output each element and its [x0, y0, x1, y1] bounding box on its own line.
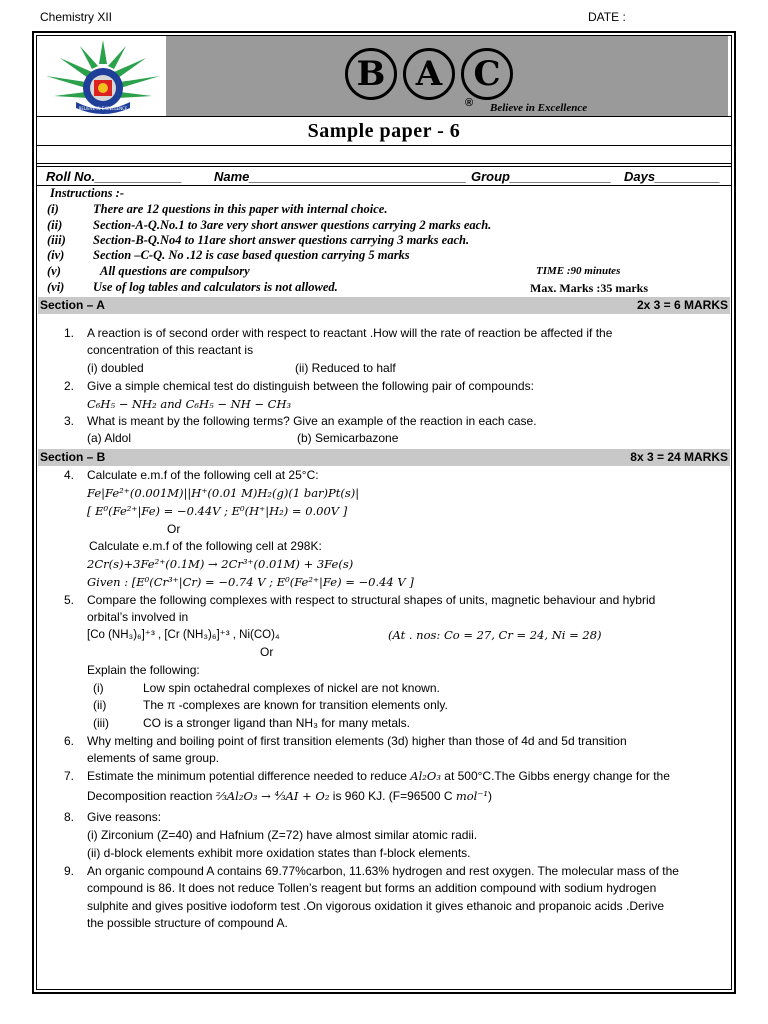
- question-number: 6.: [64, 734, 75, 748]
- section-a-title: Section – A: [40, 298, 105, 312]
- question-formula: C₆H₅ − NH₂ and C₆H₅ − NH − CH₃: [87, 397, 292, 411]
- registered-mark: ®: [465, 97, 474, 109]
- cell-notation: Fe|Fe²⁺(0.001M)||H⁺(0.01 M)H₂(g)(1 bar)Pt(s)|: [87, 486, 360, 500]
- question-option: (b) Semicarbazone: [297, 431, 399, 445]
- academy-logo: [40, 36, 166, 116]
- question-text: elements of same group.: [87, 751, 220, 765]
- or-label: Or: [167, 522, 181, 536]
- instruction-text: Use of log tables and calculators is not allowed.: [93, 280, 338, 294]
- instruction-text: Section-B-Q.No4 to 11are short answer questions carrying 3 marks each.: [93, 233, 470, 247]
- page-title: Sample paper - 6: [307, 120, 461, 142]
- question-number: 5.: [64, 593, 75, 607]
- brand-tagline: Believe in Excellence: [490, 102, 588, 114]
- sub-question-num: (iii): [93, 716, 109, 730]
- sub-question-text: The π -complexes are known for transition elements only.: [143, 698, 448, 712]
- title-row: [36, 116, 732, 146]
- section-b-bar: [38, 449, 730, 466]
- question-text: concentration of this reactant is: [87, 343, 254, 357]
- instructions-heading: Instructions :-: [50, 186, 124, 200]
- subject-label: Chemistry XII: [40, 10, 113, 24]
- question-text: the possible structure of compound A.: [87, 916, 288, 930]
- given-potentials: Given : [E⁰(Cr³⁺|Cr) = −0.74 V ; E⁰(Fe²⁺|Fe) = −0.44 V ]: [87, 575, 414, 589]
- instruction-num: (vi): [47, 280, 65, 294]
- question-text: Give reasons:: [87, 810, 162, 824]
- logo-motto: BELIEVE IN EXCELLENCE: [78, 106, 128, 111]
- section-a-marks: 2x 3 = 6 MARKS: [636, 298, 728, 312]
- cell-reaction: 2Cr(s)+3Fe²⁺(0.1M) → 2Cr³⁺(0.01M) + 3Fe(s): [87, 557, 354, 571]
- brand-letter-c: C: [461, 48, 513, 100]
- instruction-text: There are 12 questions in this paper with internal choice.: [93, 202, 388, 216]
- or-label: Or: [260, 645, 274, 659]
- blank-row: [36, 146, 732, 164]
- instruction-num: (v): [47, 264, 61, 278]
- question-text: Decomposition reaction ⅔Al₂O₃ → ⁴⁄₃AI + O₂ is 960 KJ. (F=96500 C mol⁻¹): [87, 789, 493, 803]
- instruction-text: All questions are compulsory: [100, 264, 250, 278]
- question-option: (ii) Reduced to half: [295, 361, 396, 375]
- question-number: 9.: [64, 864, 75, 878]
- roll-field: Roll No.____________: [46, 169, 182, 184]
- instruction-num: (iv): [47, 248, 65, 262]
- brand-letter-b: B: [345, 48, 397, 100]
- name-field: Name______________________________: [214, 169, 467, 184]
- section-b-title: Section – B: [40, 450, 106, 464]
- question-text: Estimate the minimum potential difference needed to reduce Al₂O₃ at 500°C.The Gibbs energy change for the: [87, 769, 670, 783]
- brand-letter-a: A: [403, 48, 455, 100]
- question-number: 8.: [64, 810, 75, 824]
- days-field: Days_________: [624, 169, 721, 184]
- sub-question-num: (i): [93, 681, 104, 695]
- question-number: 1.: [64, 326, 75, 340]
- question-number: 3.: [64, 414, 75, 428]
- question-option: (i) doubled: [87, 361, 144, 375]
- atomic-numbers: (At . nos: Co = 27, Cr = 24, Ni = 28): [388, 628, 602, 642]
- section-a-bar: [38, 297, 730, 314]
- question-text: A reaction is of second order with respect to reactant .How will the rate of reaction be affected if the: [87, 326, 613, 340]
- question-text: What is meant by the following terms? Give an example of the reaction in each case.: [87, 414, 537, 428]
- question-text: Give a simple chemical test do distinguish between the following pair of compounds:: [87, 379, 534, 393]
- complexes-list: [Co (NH₃)₆]⁺³ , [Cr (NH₃)₆]⁺³ , Ni(CO)₄: [87, 629, 280, 641]
- time-label: TIME :90 minutes: [536, 265, 621, 277]
- sub-question-text: (ii) d-block elements exhibit more oxidation states than f-block elements.: [87, 846, 471, 860]
- question-text: Compare the following complexes with respect to structural shapes of units, magnetic behaviour and hybrid: [87, 593, 656, 607]
- question-text: sulphite and gives positive iodoform test .On vigorous oxidation it gives ethanoic and propanoic acids .Derive: [87, 899, 664, 913]
- instruction-text: Section –C-Q. No .12 is case based question carrying 5 marks: [93, 248, 410, 262]
- section-b-marks: 8x 3 = 24 MARKS: [630, 450, 728, 464]
- max-marks-label: Max. Marks :35 marks: [530, 281, 648, 295]
- student-details-row: [36, 166, 732, 186]
- sub-question-text: (i) Zirconium (Z=40) and Hafnium (Z=72) have almost similar atomic radii.: [87, 828, 478, 842]
- sub-question-num: (ii): [93, 698, 107, 712]
- question-text: compound is 86. It does not reduce Tollen’s reagent but forms an addition compound with sodium hydrogen: [87, 881, 657, 895]
- date-label: DATE :: [588, 10, 626, 24]
- question-text: Why melting and boiling point of first transition elements (3d) higher than those of 4d and 5d transition: [87, 734, 627, 748]
- instruction-num: (ii): [47, 218, 63, 232]
- brand-logo: [345, 48, 513, 100]
- question-number: 2.: [64, 379, 75, 393]
- question-number: 7.: [64, 769, 75, 783]
- group-field: Group______________: [471, 169, 612, 184]
- sub-question-text: Low spin octahedral complexes of nickel are not known.: [143, 681, 440, 695]
- question-text: Explain the following:: [87, 663, 200, 677]
- question-text: Calculate e.m.f of the following cell at 298K:: [89, 539, 322, 553]
- instruction-num: (i): [47, 202, 59, 216]
- question-number: 4.: [64, 468, 75, 482]
- question-text: orbital’s involved in: [87, 610, 189, 624]
- instruction-num: (iii): [47, 233, 66, 247]
- instruction-text: Section-A-Q.No.1 to 3are very short answer questions carrying 2 marks each.: [93, 218, 492, 232]
- question-text: An organic compound A contains 69.77%carbon, 11.63% hydrogen and rest oxygen. The molecular mass of the: [87, 864, 679, 878]
- standard-potentials: [ E⁰(Fe²⁺|Fe) = −0.44V ; E⁰(H⁺|H₂) = 0.00V ]: [87, 504, 348, 518]
- sub-question-text: CO is a stronger ligand than NH₃ for many metals.: [143, 716, 410, 730]
- question-text: Calculate e.m.f of the following cell at 25°C:: [87, 468, 319, 482]
- question-option: (a) Aldol: [87, 431, 132, 445]
